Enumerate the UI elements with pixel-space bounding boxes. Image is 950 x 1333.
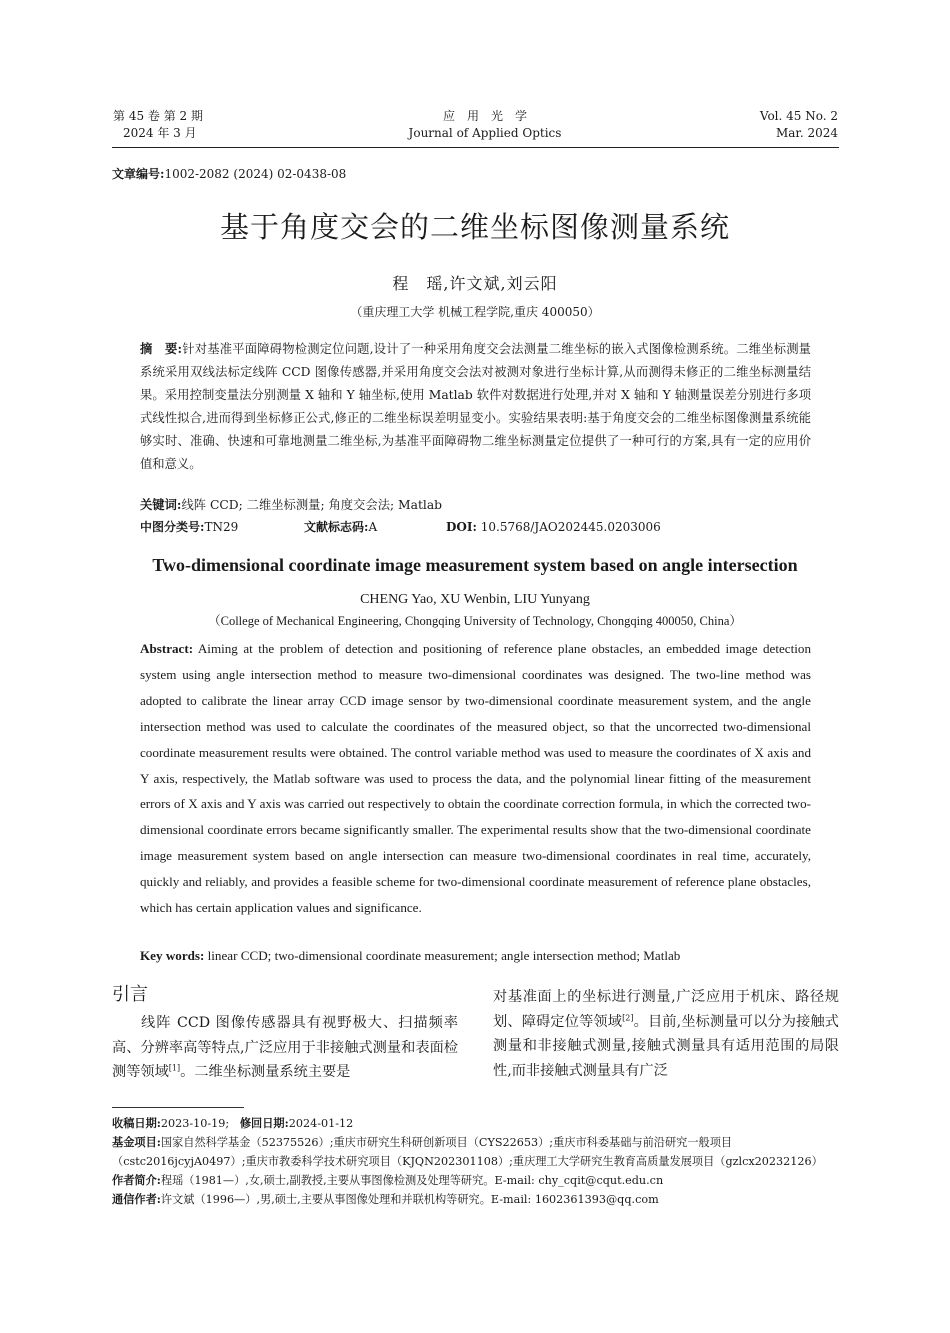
keywords-cn-text: 线阵 CCD; 二维坐标测量; 角度交会法; Matlab [181,498,443,512]
abstract-cn-text: 针对基准平面障碍物检测定位问题,设计了一种采用角度交会法测量二维坐标的嵌入式图像检测系统。二维坐标测量系统采用双线法标定线阵 CCD 图像传感器,并采用角度交会法对被测对象进行坐标计算,从而测得未修正的二维坐标测量结果。采用控制变量法分别测量 X 轴和 Y 轴坐标,使用 Matlab 软件对数据进行处理,并对 X 轴和 Y 轴测量误差分别进行多项式线性拟合,进而得到坐标修正公式,修正的二维坐标误差明显变小。实验结果表明:基于角度交会的二维坐标图像测量系统能够实时、准确、快速和可靠地测量二维坐标,为基准平面障碍物二维坐标测量定位提供了一种可行的方案,具有一定的应用价值和意义。 [140,342,811,471]
intro-text-left-2: 。二维坐标测量系统主要是 [180,1064,351,1080]
abstract-cn-label: 摘 要: [140,341,183,356]
header-divider [112,147,839,148]
revised-date: 2024-01-12 [288,1117,354,1130]
clc-number [140,518,238,536]
doi [446,518,661,536]
intro-text-right-2: 。目前,坐标测量可以分为接触式测量和非接触式测量,接触式测量具有适用范围的局限性,而非接触式测量具有广泛 [493,1013,839,1079]
clc-value: TN29 [204,520,239,534]
keywords-en [140,944,811,968]
body-column-right [493,985,839,1083]
funding-label: 基金项目: [112,1135,161,1149]
keywords-cn-label: 关键词: [140,497,182,512]
publication-date-en: Mar. 2024 [775,126,838,140]
title-en: Two-dimensional coordinate image measurement system based on angle intersection [152,555,798,575]
abstract-en-text: Aiming at the problem of detection and positioning of reference plane obstacles, an embedded image detection system using angle intersection method to measure two-dimensional coordinates was designed. The two-line method was adopted to calibrate the linear array CCD image sensor by two-dimensional coordinate measurement system, and the angle intersection method was used to calculate the coordinates of the measured object, so that the uncorrected two-dimensional coordinate measurement results were obtained. The control variable method was used to measure the coordinates of X axis and Y axis, respectively, the Matlab software was used to process the data, and the polynomial linear fitting of the measurement errors of X axis and Y axis was carried out respectively to obtain the coordinate correction formula, in which the corrected two-dimensional coordinate errors became significantly smaller. The experimental results show that the two-dimensional coordinate image measurement system based on angle intersection can measure two-dimensional coordinates in real time, accurately, quickly and reliably, and provides a feasible scheme for two-dimensional coordinate measurement of reference plane obstacles, which has certain application values and significance. [140,641,811,916]
header-left [113,108,203,142]
received-date: 2023-10-19; [160,1117,230,1130]
authors-cn: 程 瑶,许文斌,刘云阳 [392,274,558,293]
footnote-author-bio [112,1171,839,1190]
corresponding-author-text: 许文斌（1996—）,男,硕士,主要从事图像处理和并联机构等研究。E-mail: 1602361393@qq.com [160,1193,659,1206]
footnote-dates [112,1114,839,1133]
footnotes [112,1114,839,1209]
author-bio-label: 作者简介: [112,1173,161,1187]
volume-issue-cn: 第 45 卷 第 2 期 [113,109,203,123]
corresponding-author-label: 通信作者: [112,1192,161,1206]
revised-label: 修回日期: [239,1116,289,1130]
footnote-divider [112,1107,244,1108]
clc-label: 中图分类号: [140,520,205,534]
body-column-left [112,1011,458,1085]
abstract-en [140,636,811,921]
keywords-en-text: linear CCD; two-dimensional coordinate measurement; angle intersection method; Matlab [207,948,681,963]
doi-value[interactable]: 10.5768/JAO202445.0203006 [480,520,661,534]
article-number-label: 文章编号: [112,167,165,181]
abstract-en-label: Abstract: [140,641,194,656]
keywords-en-label: Key words: [140,948,205,963]
publication-date-cn: 2024 年 3 月 [123,126,197,140]
affiliation-cn: （重庆理工大学 机械工程学院,重庆 400050） [350,305,600,319]
affiliation-en: （College of Mechanical Engineering, Chongqing University of Technology, Chongqing 400050, China） [208,614,742,628]
intro-text-left-1: 线阵 CCD 图像传感器具有视野极大、扫描频率高、分辨率高等特点,广泛应用于非接触式测量和表面检测等领域 [112,1015,458,1080]
citation-ref-1[interactable]: [1] [168,1063,181,1073]
funding-text: 国家自然科学基金（52375526）;重庆市研究生科研创新项目（CYS22653）;重庆市科委基础与前沿研究一般项目（cstc2016jcyjA0497）;重庆市教委科学技术研究项目（KJQN202301108）;重庆理工大学研究生教育高质量发展项目（gzlcx20232126） [112,1136,823,1168]
abstract-cn [140,337,811,476]
document-code-label: 文献标志码: [304,520,369,534]
doi-label: DOI: [446,520,477,534]
header-center [320,108,650,142]
citation-ref-2[interactable]: [2] [622,1012,634,1022]
document-code [304,518,377,536]
received-label: 收稿日期: [112,1116,161,1130]
volume-issue-en: Vol. 45 No. 2 [759,109,838,123]
keywords-cn [140,495,811,515]
author-bio-text: 程瑶（1981—）,女,硕士,副教授,主要从事图像检测及处理等研究。E-mail: chy_cqit@cqut.edu.cn [160,1174,664,1187]
header-right [760,108,838,142]
footnote-corresponding-author [112,1190,839,1209]
section-heading-intro: 引言 [112,984,148,1005]
document-code-value: A [368,520,378,534]
title-cn: 基于角度交会的二维坐标图像测量系统 [219,210,730,244]
authors-en: CHENG Yao, XU Wenbin, LIU Yunyang [360,592,590,607]
journal-name-cn: 应用光学 [442,109,539,123]
footnote-funding [112,1133,839,1171]
journal-name-en: Journal of Applied Optics [408,126,562,140]
article-number-value: 1002-2082 (2024) 02-0438-08 [164,167,347,181]
article-number [112,166,346,182]
intro-text-right-1: 对基准面上的坐标进行测量,广泛应用于机床、路径规划、障碍定位等领域 [493,989,839,1030]
